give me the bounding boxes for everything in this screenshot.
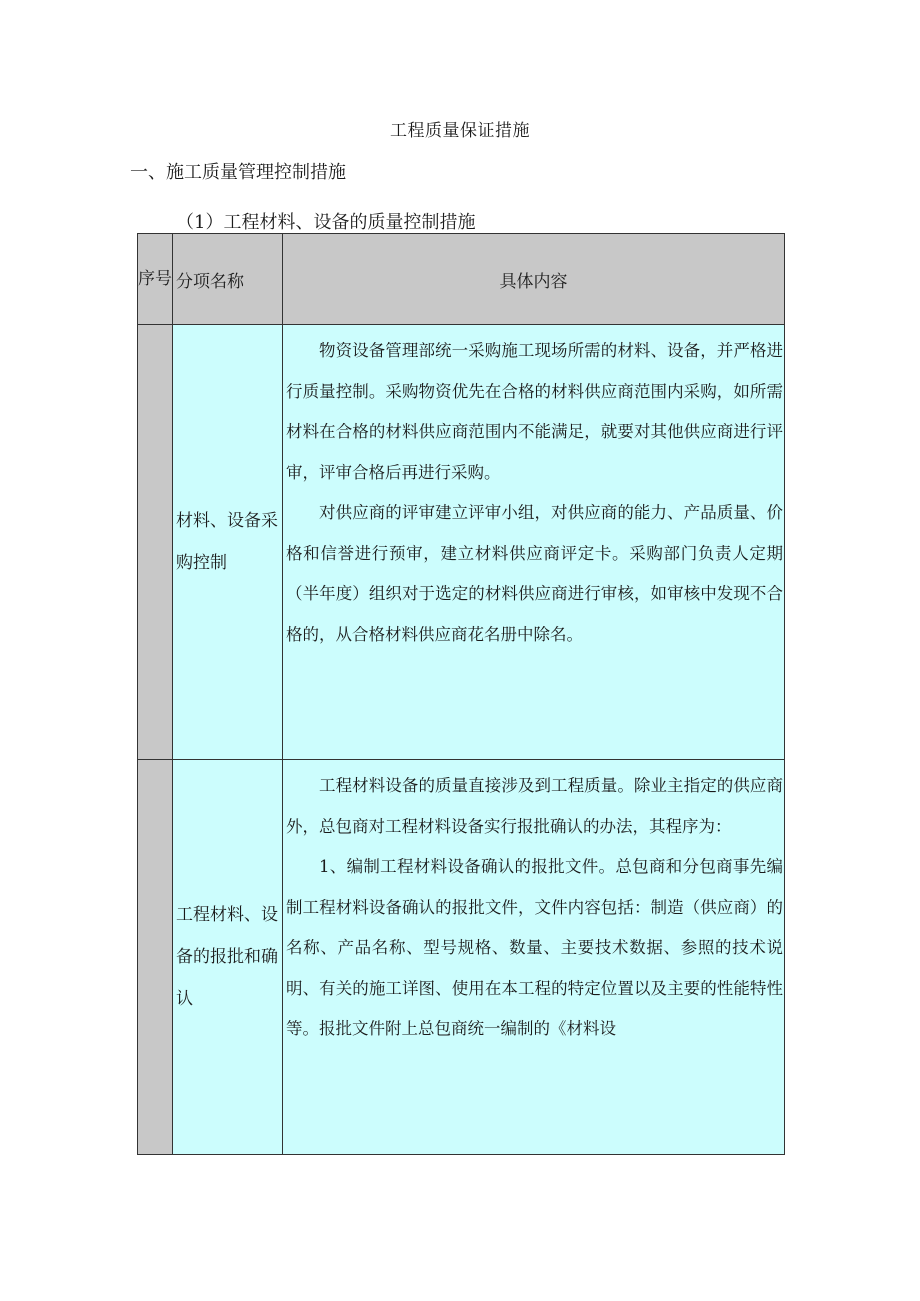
table-row	[138, 760, 785, 1155]
header-seq: 序号	[138, 234, 173, 325]
row-seq	[138, 760, 173, 1155]
section-heading: 一、施工质量管理控制措施	[130, 162, 346, 183]
content-paragraph: 工程材料设备的质量直接涉及到工程质量。除业主指定的供应商外，总包商对工程材料设备实行报批确认的办法，其程序为：	[286, 776, 783, 836]
header-item-name: 分项名称	[173, 234, 283, 325]
table-row	[138, 325, 785, 760]
document-title: 工程质量保证措施	[390, 121, 530, 141]
row-seq	[138, 325, 173, 760]
row-content	[283, 760, 785, 1155]
content-paragraph: 物资设备管理部统一采购施工现场所需的材料、设备，并严格进行质量控制。采购物资优先在合格的材料供应商范围内采购，如所需材料在合格的材料供应商范围内不能满足，就要对其他供应商进行评审，评审合格后再进行采购。	[286, 341, 783, 482]
row-content	[283, 325, 785, 760]
quality-control-table	[137, 233, 785, 1155]
subsection-heading: （1）工程材料、设备的质量控制措施	[176, 212, 476, 233]
header-content: 具体内容	[283, 234, 785, 325]
content-paragraph: 1、编制工程材料设备确认的报批文件。总包商和分包商事先编制工程材料设备确认的报批文件，文件内容包括：制造（供应商）的名称、产品名称、型号规格、数量、主要技术数据、参照的技术说明、有关的施工详图、使用在本工程的特定位置以及主要的性能特性等。报批文件附上总包商统一编制的《材料设	[286, 857, 783, 1038]
row-item-name: 工程材料、设备的报批和确认	[173, 760, 283, 1155]
content-paragraph: 对供应商的评审建立评审小组，对供应商的能力、产品质量、价格和信誉进行预审，建立材料供应商评定卡。采购部门负责人定期（半年度）组织对于选定的材料供应商进行审核，如审核中发现不合格的，从合格材料供应商花名册中除名。	[286, 503, 783, 644]
table-header-row	[138, 234, 785, 325]
row-item-name: 材料、设备采购控制	[173, 325, 283, 760]
